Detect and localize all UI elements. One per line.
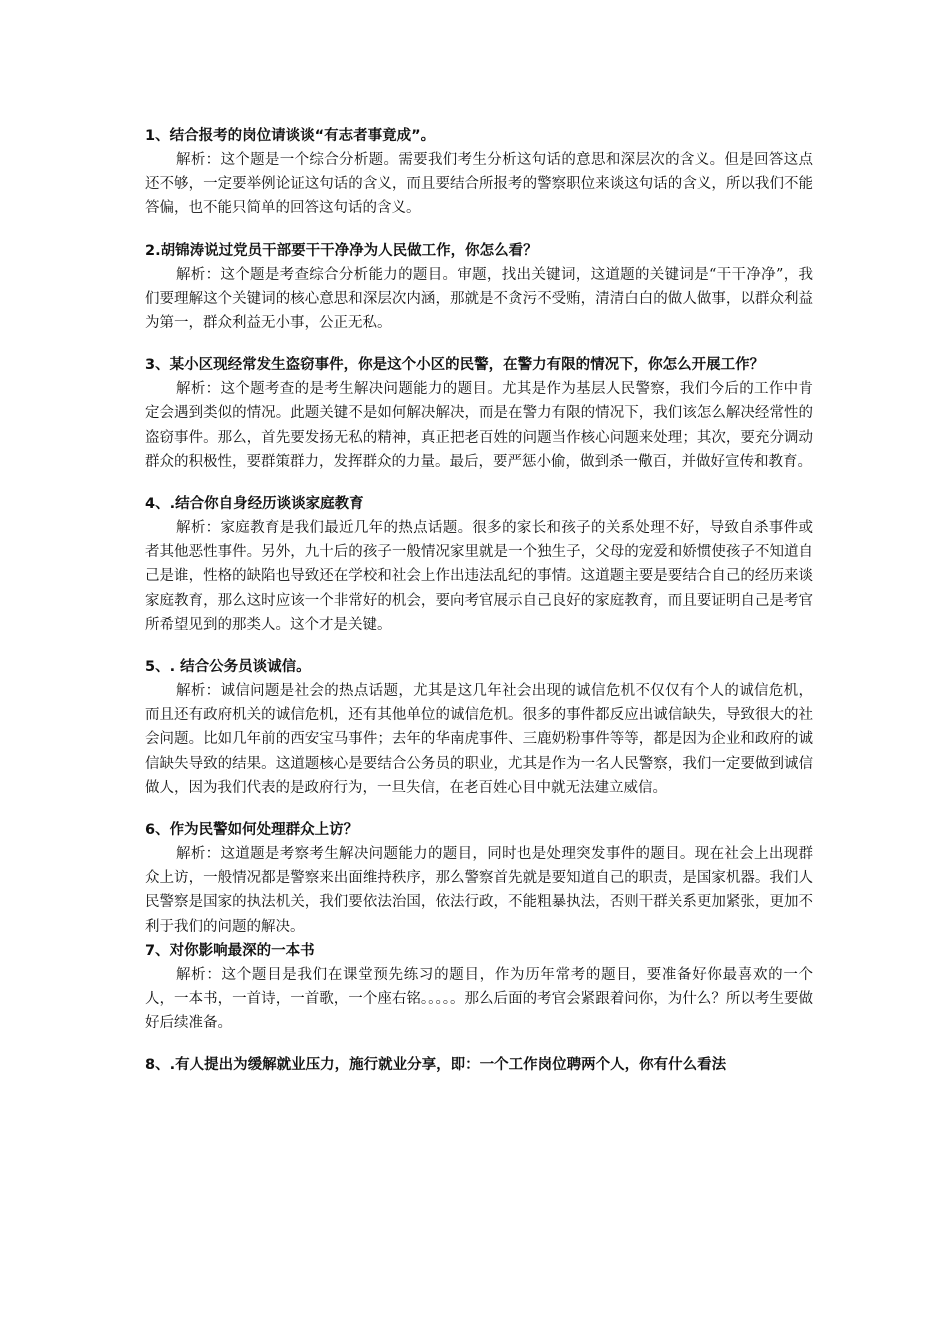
- question-block-7: [145, 939, 813, 1036]
- question-title: 7、对你影响最深的一本书: [145, 942, 315, 959]
- question-title: 4、.结合你自身经历谈谈家庭教育: [145, 496, 364, 513]
- question-block-1: [145, 124, 813, 221]
- question-answer: 解析：这个题目是我们在课堂预先练习的题目，作为历年常考的题目，要准备好你最喜欢的一个人，一本书，一首诗，一首歌，一个座右铭。。。。。那么后面的考官会紧跟着问你，为什么？所以考生要做好后续准备。: [145, 966, 813, 1032]
- question-title: 1、结合报考的岗位请谈谈“有志者事竟成”。: [145, 128, 436, 144]
- question-answer: 解析：这个题是考查综合分析能力的题目。审题，找出关键词，这道题的关键词是“干干净净”，我们要理解这个关键词的核心意思和深层次内涵，那就是不贪污不受贿，清清白白的做人做事，以群众利益为第一，群众利益无小事，公正无私。: [145, 266, 813, 332]
- question-title: 3、某小区现经常发生盗窃事件，你是这个小区的民警，在警力有限的情况下，你怎么开展工作？: [145, 357, 765, 374]
- question-block-8: [145, 1053, 813, 1077]
- question-title: 5、. 结合公务员谈诚信。: [145, 659, 311, 676]
- question-block-6: [145, 818, 813, 939]
- question-block-5: [145, 655, 813, 800]
- question-title: 2.胡锦涛说过党员干部要干干净净为人民做工作，你怎么看？: [145, 242, 538, 259]
- question-answer: 解析：诚信问题是社会的热点话题，尤其是这几年社会出现的诚信危机不仅仅有个人的诚信危机，而且还有政府机关的诚信危机，还有其他单位的诚信危机。很多的事件都反应出诚信缺失，导致很大的社会问题。比如几年前的西安宝马事件；去年的华南虎事件、三鹿奶粉事件等等，都是因为企业和政府的诚信缺失导致的结果。这道题核心是要结合公务员的职业，尤其是作为一名人民警察，我们一定要做到诚信做人，因为我们代表的是政府行为，一旦失信，在老百姓心目中就无法建立威信。: [145, 683, 813, 796]
- question-block-2: [145, 239, 813, 336]
- question-block-3: [145, 353, 813, 474]
- document-body: [145, 124, 813, 1077]
- question-title: 6、作为民警如何处理群众上访？: [145, 822, 359, 839]
- question-answer: 解析：这道题是考察考生解决问题能力的题目，同时也是处理突发事件的题目。现在社会上出现群众上访，一般情况都是警察来出面维持秩序，那么警察首先就是要知道自己的职责，是国家机器。我们人民警察是国家的执法机关，我们要依法治国，依法行政，不能粗暴执法，否则干群关系更加紧张，更加不利于我们的问题的解决。: [145, 846, 813, 935]
- question-answer: 解析：家庭教育是我们最近几年的热点话题。很多的家长和孩子的关系处理不好，导致自杀事件或者其他恶性事件。另外，九十后的孩子一般情况家里就是一个独生子，父母的宠爱和娇惯使孩子不知道自己是谁，性格的缺陷也导致还在学校和社会上作出违法乱纪的事情。这道题主要是要结合自己的经历来谈家庭教育，那么这时应该一个非常好的机会，要向考官展示自己良好的家庭教育，而且要证明自己是考官所希望见到的那类人。这个才是关键。: [145, 520, 813, 633]
- question-block-4: [145, 492, 813, 637]
- question-answer: 解析：这个题是一个综合分析题。需要我们考生分析这句话的意思和深层次的含义。但是回答这点还不够，一定要举例论证这句话的含义，而且要结合所报考的警察职位来谈这句话的含义，所以我们不能答偏，也不能只简单的回答这句话的含义。: [145, 152, 813, 217]
- question-title: 8、.有人提出为缓解就业压力，施行就业分享，即：一个工作岗位聘两个人，你有什么看法: [145, 1057, 727, 1074]
- question-answer: 解析：这个题考查的是考生解决问题能力的题目。尤其是作为基层人民警察，我们今后的工作中肯定会遇到类似的情况。此题关键不是如何解决解决，而是在警力有限的情况下，我们该怎么解决经常性的盗窃事件。那么，首先要发扬无私的精神，真正把老百姓的问题当作核心问题来处理；其次，要充分调动群众的积极性，要群策群力，发挥群众的力量。最后，要严惩小偷，做到杀一儆百，并做好宣传和教育。: [145, 381, 813, 470]
